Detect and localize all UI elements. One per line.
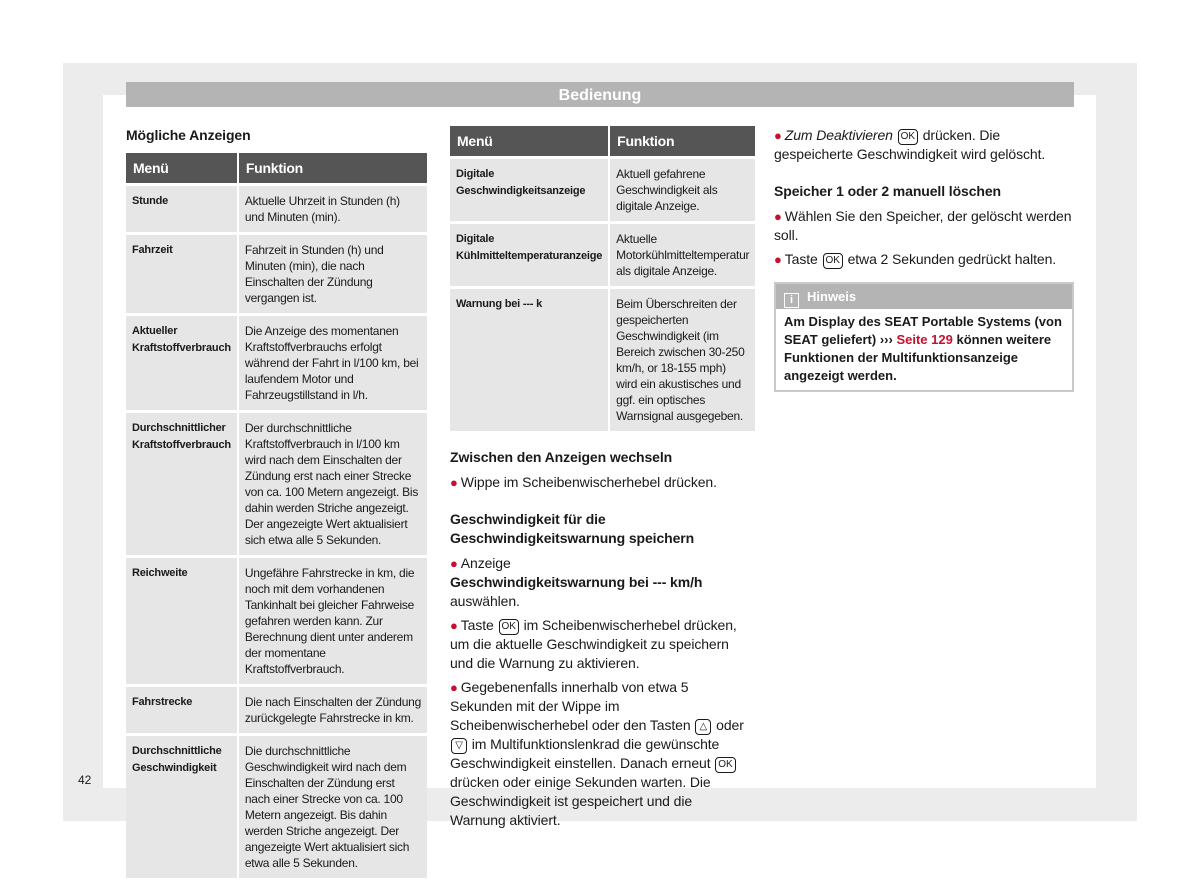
note-box xyxy=(774,282,1074,392)
step-text: drücken oder einige Sekunden warten. Die Geschwindigkeit ist gespeichert und die Warnung aktiviert. xyxy=(450,774,711,828)
page-number: 42 xyxy=(78,773,92,787)
display-options-heading: Mögliche Anzeigen xyxy=(126,127,251,143)
section-header: Bedienung xyxy=(126,82,1074,107)
save-warning-step-2 xyxy=(450,616,751,673)
display-options-table-cont xyxy=(450,123,755,434)
cell-menu: Aktueller Kraftstoffverbrauch xyxy=(126,316,239,410)
step-text: Taste xyxy=(460,617,494,633)
display-options-table xyxy=(126,150,427,881)
table-header-funktion: Funktion xyxy=(239,153,427,183)
cell-menu: Warnung bei --- k xyxy=(450,289,610,431)
ok-key-icon: OK xyxy=(499,619,519,635)
step-text: auswählen. xyxy=(450,593,520,609)
menu-item-name: Geschwindigkeitswarnung bei --- km/h xyxy=(450,574,703,590)
page-reference-link[interactable]: Seite 129 xyxy=(896,332,953,347)
cell-funktion: Die nach Einschalten der Zündung zurückgelegte Fahrstrecke in km. xyxy=(239,687,427,733)
reference-arrows-icon: ››› xyxy=(879,332,893,347)
table-row xyxy=(126,687,427,733)
column-middle xyxy=(450,126,751,830)
ok-key-icon: OK xyxy=(823,253,843,269)
table-header-row xyxy=(126,153,427,183)
note-title: Hinweis xyxy=(807,289,857,304)
cell-funktion: Ungefähre Fahrstrecke in km, die noch mit dem vorhandenen Tankinhalt bei gleicher Fahrweise gefahren werden kann. Zur Berechnung dient unter anderem der momentane Kraftstoffverbrauch. xyxy=(239,558,427,684)
bullet-dot: ● xyxy=(450,618,458,633)
bullet-dot: ● xyxy=(774,128,782,143)
step-emphasis: Zum Deaktivieren xyxy=(784,127,893,143)
cell-menu: Stunde xyxy=(126,186,239,232)
step-text: im Multifunktionslenkrad die gewünschte Geschwindigkeit einstellen. Danach erneut xyxy=(450,736,720,771)
step-text: Anzeige xyxy=(460,555,511,571)
step-text: Wählen Sie den Speicher, der gelöscht werden soll. xyxy=(774,208,1072,243)
cell-menu: Durchschnittlicher Kraftstoffverbrauch xyxy=(126,413,239,555)
table-header-funktion: Funktion xyxy=(610,126,755,156)
table-row xyxy=(450,159,755,221)
table-row xyxy=(126,186,427,232)
bullet-dot: ● xyxy=(774,252,782,267)
step-text: oder xyxy=(716,717,744,733)
cell-menu: Digitale Geschwindigkeitsanzeige xyxy=(450,159,610,221)
down-key-icon: ▽ xyxy=(451,738,467,754)
cell-funktion: Der durchschnittliche Kraftstoffverbrauch in l/100 km wird nach dem Einschalten der Zündung erst nach einer Strecke von ca. 100 Metern angezeigt. Bis dahin werden Striche angezeigt. Der angezeigte Wert aktualisiert sich etwa alle 5 Sekunden. xyxy=(239,413,427,555)
cell-menu: Reichweite xyxy=(126,558,239,684)
ok-key-icon: OK xyxy=(715,757,735,773)
ok-key-icon: OK xyxy=(898,129,918,145)
note-text: Am Display des SEAT Portable Systems (von SEAT geliefert) xyxy=(784,314,1062,347)
note-body xyxy=(776,309,1072,390)
clear-memory-step-2 xyxy=(774,250,1074,269)
bullet-dot: ● xyxy=(450,680,458,695)
cell-menu: Digitale Kühlmitteltemperaturanzeige xyxy=(450,224,610,286)
table-row xyxy=(450,224,755,286)
step-text: drücken. Die gespeicherte Geschwindigkeit wird gelöscht. xyxy=(774,127,1046,162)
step-text: im Scheibenwischerhebel drücken, um die aktuelle Geschwindigkeit zu speichern und die Warnung zu aktivieren. xyxy=(450,617,737,671)
column-left xyxy=(126,126,427,881)
switch-displays-heading: Zwischen den Anzeigen wechseln xyxy=(450,449,673,465)
table-row xyxy=(126,736,427,878)
note-header xyxy=(776,284,1072,309)
switch-displays-step xyxy=(450,473,751,492)
bullet-dot: ● xyxy=(774,209,782,224)
cell-funktion: Die durchschnittliche Geschwindigkeit wird nach dem Einschalten der Zündung erst nach einer Strecke von ca. 100 Metern angezeigt. Bis dahin werden Striche angezeigt. Der angezeigte Wert aktualisiert sich etwa alle 5 Sekunden. xyxy=(239,736,427,878)
clear-memory-step-1 xyxy=(774,207,1074,245)
column-right xyxy=(774,126,1074,392)
deactivate-step xyxy=(774,126,1074,164)
cell-funktion: Beim Überschreiten der gespeicherten Geschwindigkeit (im Bereich zwischen 30-250 km/h, or 18-155 mph) wird ein akustisches und ggf. ein optisches Warnsignal ausgegeben. xyxy=(610,289,755,431)
table-row xyxy=(126,558,427,684)
table-row xyxy=(126,235,427,313)
save-warning-step-3 xyxy=(450,678,751,830)
table-row xyxy=(450,289,755,431)
cell-funktion: Aktuelle Motorkühlmitteltemperatur als digitale Anzeige. xyxy=(610,224,755,286)
table-header-menu: Menü xyxy=(126,153,239,183)
table-row xyxy=(126,316,427,410)
step-text: etwa 2 Sekunden gedrückt halten. xyxy=(847,251,1057,267)
table-header-menu: Menü xyxy=(450,126,610,156)
step-text: Taste xyxy=(784,251,818,267)
cell-funktion: Fahrzeit in Stunden (h) und Minuten (min), die nach Einschalten der Zündung vergangen ist. xyxy=(239,235,427,313)
cell-menu: Fahrzeit xyxy=(126,235,239,313)
table-header-row xyxy=(450,126,755,156)
save-warning-heading: Geschwindigkeit für die Geschwindigkeitswarnung speichern xyxy=(450,511,695,546)
bullet-dot: ● xyxy=(450,475,458,490)
up-key-icon: △ xyxy=(695,719,711,735)
step-text: Wippe im Scheibenwischerhebel drücken. xyxy=(460,474,717,490)
note-text: können weitere Funktionen der Multifunktionsanzeige angezeigt werden. xyxy=(784,332,1052,383)
save-warning-step-1 xyxy=(450,554,751,611)
clear-memory-heading: Speicher 1 oder 2 manuell löschen xyxy=(774,183,1002,199)
info-icon: i xyxy=(784,293,799,308)
cell-funktion: Aktuell gefahrene Geschwindigkeit als digitale Anzeige. xyxy=(610,159,755,221)
cell-menu: Fahrstrecke xyxy=(126,687,239,733)
cell-menu: Durchschnittliche Geschwindigkeit xyxy=(126,736,239,878)
cell-funktion: Aktuelle Uhrzeit in Stunden (h) und Minuten (min). xyxy=(239,186,427,232)
step-text: Gegebenenfalls innerhalb von etwa 5 Sekunden mit der Wippe im Scheibenwischerhebel oder den Tasten xyxy=(450,679,691,733)
table-row xyxy=(126,413,427,555)
cell-funktion: Die Anzeige des momentanen Kraftstoffverbrauchs erfolgt während der Fahrt in l/100 km, bei laufendem Motor und Fahrzeugstillstand in l/h. xyxy=(239,316,427,410)
bullet-dot: ● xyxy=(450,556,458,571)
